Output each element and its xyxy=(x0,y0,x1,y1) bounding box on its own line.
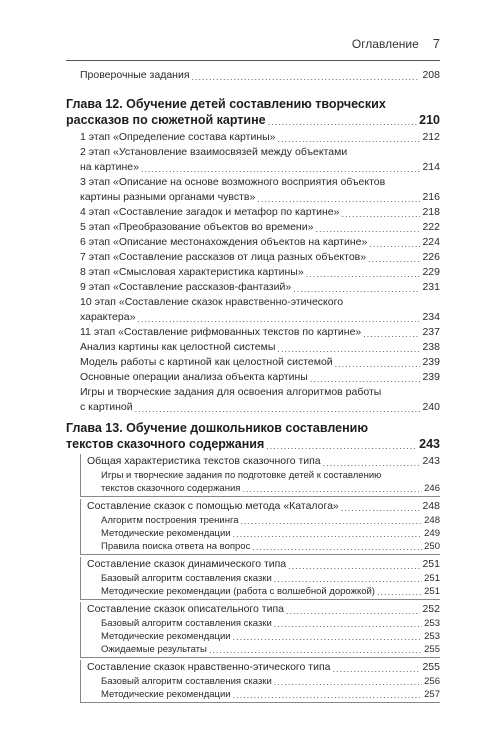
toc-entry-page: 253 xyxy=(424,618,440,629)
toc-subentry[interactable] xyxy=(87,469,440,495)
toc-entry-page: 239 xyxy=(422,371,440,383)
toc-entry-label: характера» xyxy=(80,311,136,323)
toc-leader xyxy=(233,528,423,540)
toc-line xyxy=(66,310,440,325)
toc-subentry[interactable] xyxy=(87,630,440,643)
toc-entry-label: Игры и творческие задания по подготовке детей к составлению xyxy=(101,470,382,481)
toc-entry-label: Основные операции анализа объекта картины xyxy=(80,371,308,383)
toc-entry-label: Базовый алгоритм составления сказки xyxy=(101,676,272,687)
chapter-title-text: текстов сказочного содержания xyxy=(66,437,265,451)
toc-entry-page: 224 xyxy=(422,236,440,248)
toc-entry-label: Модель работы с картиной как целостной системой xyxy=(80,356,333,368)
toc-section xyxy=(80,454,440,497)
toc-entry-page: 256 xyxy=(424,676,440,687)
chapter-12-entries xyxy=(66,130,440,415)
toc-entry-label: 7 этап «Составление рассказов от лица разных объектов» xyxy=(80,251,367,263)
toc-line xyxy=(66,250,440,265)
toc-line xyxy=(87,514,440,527)
toc-entry-label: Составление сказок с помощью метода «Каталога» xyxy=(87,500,339,512)
toc-line xyxy=(87,454,440,469)
toc-entry-label: 4 этап «Составление загадок и метафор по картине» xyxy=(80,206,340,218)
toc-line xyxy=(87,572,440,585)
toc-line xyxy=(66,400,440,415)
toc-entry-label: Методические рекомендации xyxy=(101,689,231,700)
toc-entry-page: 252 xyxy=(422,603,440,615)
toc-entry-page: 214 xyxy=(422,161,440,173)
toc-section xyxy=(80,499,440,555)
chapter-title-line1[interactable]: Глава 13. Обучение дошкольников составлению xyxy=(66,421,369,435)
toc-line xyxy=(66,220,440,235)
toc-line xyxy=(66,235,440,250)
toc-section xyxy=(80,557,440,600)
toc-leader xyxy=(268,116,418,128)
toc-entry-label: текстов сказочного содержания xyxy=(101,483,241,494)
toc-entry-label: 6 этап «Описание местонахождения объектов на картине» xyxy=(80,236,368,248)
running-header-title: Оглавление xyxy=(351,37,419,51)
toc-leader xyxy=(233,631,423,643)
toc-leader xyxy=(341,208,420,220)
toc-leader xyxy=(278,133,421,145)
toc-line xyxy=(66,295,440,310)
toc-entry-label: 3 этап «Описание на основе возможного восприятия объектов xyxy=(80,176,386,188)
toc-leader xyxy=(266,440,417,452)
running-header xyxy=(334,36,440,51)
toc-entry-label: 11 этап «Составление рифмованных текстов по картине» xyxy=(80,326,362,338)
toc-line xyxy=(87,540,440,553)
toc-leader xyxy=(257,193,420,205)
toc-entry-label: Анализ картины как целостной системы xyxy=(80,341,276,353)
toc-entry[interactable] xyxy=(66,370,440,385)
toc-entry-label: Правила поиска ответа на вопрос xyxy=(101,541,251,552)
toc-line xyxy=(87,660,440,675)
toc-entry-label: Базовый алгоритм составления сказки xyxy=(101,618,272,629)
toc-line xyxy=(87,469,440,482)
chapter-12 xyxy=(66,96,440,415)
toc-subentry[interactable] xyxy=(87,540,440,553)
toc-line xyxy=(87,630,440,643)
toc-line xyxy=(66,130,440,145)
toc-entry-label: Игры и творческие задания для освоения алгоритмов работы xyxy=(80,386,382,398)
toc-section-title[interactable] xyxy=(87,454,440,469)
toc-leader xyxy=(274,676,422,688)
toc-entry[interactable] xyxy=(66,130,440,145)
toc-entry-page: 248 xyxy=(424,515,440,526)
toc-entry-label: Составление сказок описательного типа xyxy=(87,603,284,615)
toc-section-title[interactable] xyxy=(87,557,440,572)
toc-entry-label: Общая характеристика текстов сказочного типа xyxy=(87,455,321,467)
toc-entry-page: 249 xyxy=(424,528,440,539)
toc-line xyxy=(66,190,440,205)
toc-leader xyxy=(369,238,420,250)
toc-entry-label: 2 этап «Установление взаимосвязей между объектами xyxy=(80,146,348,158)
toc-leader xyxy=(288,560,420,572)
toc-entry-label: Методические рекомендации xyxy=(101,528,231,539)
toc-entry-page: 231 xyxy=(422,281,440,293)
toc-line xyxy=(87,557,440,572)
toc-entry-label: Методические рекомендации (работа с волшебной дорожкой) xyxy=(101,586,375,597)
toc-section xyxy=(80,602,440,658)
toc-entry-page: 226 xyxy=(422,251,440,263)
toc-line xyxy=(87,499,440,514)
toc-entry-page: 234 xyxy=(422,311,440,323)
toc-line xyxy=(66,280,440,295)
chapter-title-text: рассказов по сюжетной картине xyxy=(66,113,266,127)
toc-leader xyxy=(286,605,420,617)
toc-entry-page: 251 xyxy=(424,586,440,597)
toc-entry-page: 250 xyxy=(424,541,440,552)
chapter-title-line1[interactable]: Глава 12. Обучение детей составлению творческих xyxy=(66,97,386,111)
toc-line xyxy=(87,688,440,701)
toc-entry[interactable] xyxy=(66,235,440,250)
toc-entry[interactable] xyxy=(66,175,440,205)
toc-line xyxy=(66,145,440,160)
toc-line xyxy=(87,617,440,630)
toc-section-title[interactable] xyxy=(87,602,440,617)
toc-entry-page: 239 xyxy=(422,356,440,368)
chapter-13-sections xyxy=(66,454,440,703)
toc-leader xyxy=(242,483,422,495)
toc-entry-label: картины разными органами чувств» xyxy=(80,191,256,203)
toc-subentry[interactable] xyxy=(87,514,440,527)
toc-leader xyxy=(252,541,422,553)
toc-leader xyxy=(241,515,423,527)
toc-subentry[interactable] xyxy=(87,643,440,656)
toc-line xyxy=(66,340,440,355)
toc-entry-label: Методические рекомендации xyxy=(101,631,231,642)
toc-entry-page: 251 xyxy=(422,558,440,570)
toc-leader xyxy=(209,644,422,656)
toc-entry-page: 255 xyxy=(422,661,440,673)
toc-entry-page: 246 xyxy=(424,483,440,494)
toc-leader xyxy=(192,71,421,83)
toc-leader xyxy=(315,223,420,235)
toc-entry-label: Алгоритм построения тренинга xyxy=(101,515,239,526)
toc-leader xyxy=(277,343,420,355)
toc-entry-label: 9 этап «Составление рассказов-фантазий» xyxy=(80,281,292,293)
toc-leader xyxy=(137,313,420,325)
chapter-title-line2[interactable] xyxy=(66,112,440,128)
page-number: 7 xyxy=(432,36,440,51)
toc-entry-label: 8 этап «Смысловая характеристика картины» xyxy=(80,266,304,278)
toc-line xyxy=(66,205,440,220)
toc-subentry[interactable] xyxy=(87,617,440,630)
toc-entry-label: Составление сказок динамического типа xyxy=(87,558,287,570)
toc-line xyxy=(66,355,440,370)
toc-leader xyxy=(274,573,422,585)
toc-entry[interactable] xyxy=(66,385,440,415)
toc-entry-label: Проверочные задания xyxy=(80,69,190,81)
toc-entry[interactable] xyxy=(66,250,440,265)
toc-entry[interactable] xyxy=(66,220,440,235)
toc-entry[interactable] xyxy=(66,145,440,175)
toc-leader xyxy=(293,283,420,295)
toc-entry-page: 222 xyxy=(422,221,440,233)
toc-line xyxy=(66,175,440,190)
toc-line xyxy=(87,602,440,617)
toc-leader xyxy=(135,403,421,415)
toc-line xyxy=(66,370,440,385)
toc-entry-label: 1 этап «Определение состава картины» xyxy=(80,131,276,143)
toc-leader xyxy=(368,253,420,265)
toc-line xyxy=(87,527,440,540)
chapter-title-line2[interactable] xyxy=(66,436,440,452)
toc-entry-page: 243 xyxy=(422,455,440,467)
toc-subentry[interactable] xyxy=(87,585,440,598)
toc-subentry[interactable] xyxy=(87,572,440,585)
toc-top-block xyxy=(66,68,440,83)
toc-entry-page: 216 xyxy=(422,191,440,203)
toc-leader xyxy=(332,663,420,675)
header-rule xyxy=(66,60,440,61)
toc-entry-page: 237 xyxy=(422,326,440,338)
toc-entry-label: 5 этап «Преобразование объектов во времени» xyxy=(80,221,314,233)
toc-entry-page: 212 xyxy=(422,131,440,143)
toc-leader xyxy=(377,586,422,598)
toc-entry-page: 253 xyxy=(424,631,440,642)
toc-entry-page: 229 xyxy=(422,266,440,278)
toc-subentry[interactable] xyxy=(87,527,440,540)
toc-entry-page: 251 xyxy=(424,573,440,584)
toc-entry-page: 240 xyxy=(422,401,440,413)
toc-entry-page: 255 xyxy=(424,644,440,655)
toc-line xyxy=(87,482,440,495)
toc-leader xyxy=(141,163,420,175)
chapter-page: 210 xyxy=(419,113,440,127)
toc-entry-page: 218 xyxy=(422,206,440,218)
toc-entry-label: 10 этап «Составление сказок нравственно-этического xyxy=(80,296,344,308)
toc-line xyxy=(87,675,440,688)
toc-entry-label: Ожидаемые результаты xyxy=(101,644,207,655)
toc-entry-page: 208 xyxy=(422,69,440,81)
toc-entry-label: Составление сказок нравственно-этического типа xyxy=(87,661,331,673)
toc-leader xyxy=(310,373,421,385)
toc-section xyxy=(80,660,440,703)
toc-entry[interactable] xyxy=(66,295,440,325)
toc-entry-page: 248 xyxy=(422,500,440,512)
toc-leader xyxy=(306,268,421,280)
toc-entry[interactable] xyxy=(66,340,440,355)
toc-subentry[interactable] xyxy=(87,675,440,688)
toc-line xyxy=(87,585,440,598)
toc-subentry[interactable] xyxy=(87,688,440,701)
toc-leader xyxy=(323,457,421,469)
toc-section-title[interactable] xyxy=(87,499,440,514)
toc-entry[interactable] xyxy=(66,280,440,295)
toc-leader xyxy=(335,358,421,370)
toc-section-title[interactable] xyxy=(87,660,440,675)
toc-leader xyxy=(363,328,420,340)
toc-line xyxy=(87,643,440,656)
toc-entry-label: Базовый алгоритм составления сказки xyxy=(101,573,272,584)
toc-entry-page: 238 xyxy=(422,341,440,353)
toc-entry[interactable] xyxy=(66,325,440,340)
toc-line xyxy=(66,265,440,280)
chapter-page: 243 xyxy=(419,437,440,451)
toc-entry[interactable] xyxy=(66,355,440,370)
toc-entry[interactable] xyxy=(66,68,440,83)
toc-line xyxy=(66,385,440,400)
toc-leader xyxy=(274,618,422,630)
toc-entry-page: 257 xyxy=(424,689,440,700)
chapter-13 xyxy=(66,420,440,705)
toc-line xyxy=(66,325,440,340)
toc-entry-label: на картине» xyxy=(80,161,139,173)
toc-leader xyxy=(233,689,423,701)
toc-entry[interactable] xyxy=(66,205,440,220)
toc-line xyxy=(66,160,440,175)
toc-entry-label: с картиной xyxy=(80,401,133,413)
toc-entry[interactable] xyxy=(66,265,440,280)
toc-leader xyxy=(341,502,421,514)
